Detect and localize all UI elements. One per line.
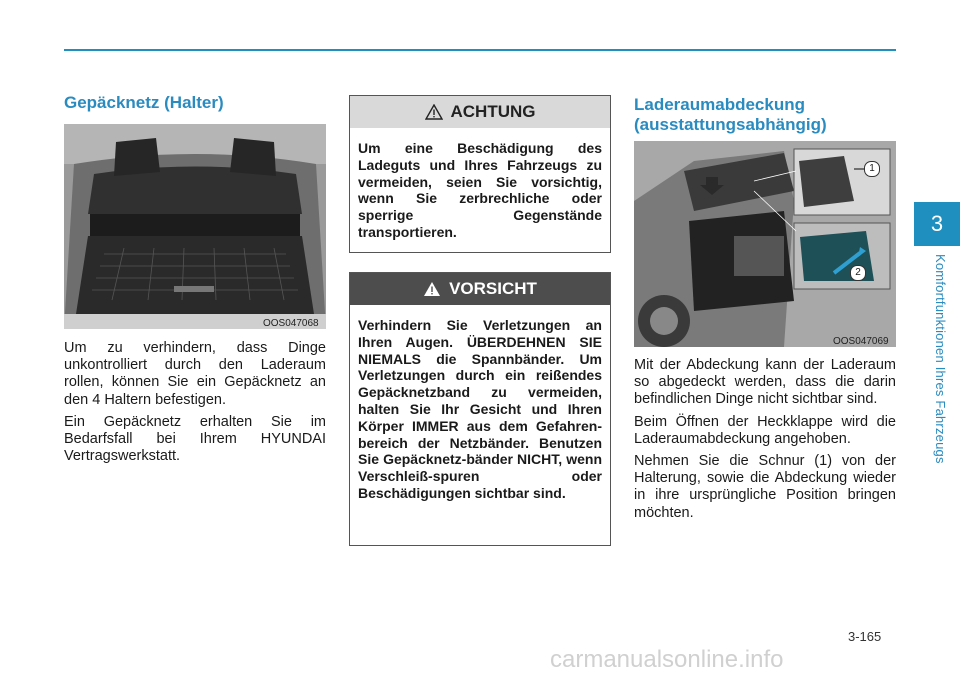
- callout-1: 1: [864, 161, 880, 177]
- chapter-title: Komfortfunktionen Ihres Fahrzeugs: [933, 254, 948, 464]
- cargo-area-illustration: [64, 124, 326, 329]
- paragraph: Mit der Abdeckung kann der Laderaum so abgedeckt werden, dass die darin befindlichen Dinge nicht sichtbar sind.: [634, 357, 896, 408]
- heading-line: Laderaumabdeckung: [634, 95, 805, 114]
- warning-triangle-filled-icon: [423, 281, 441, 297]
- warning-text: Verhindern Sie Verletzungen an Ihren Augen. ÜBERDEHNEN SIE NIEMALS die Spannbänder. Um Verletzungen durch ein reißendes Gepäcknetzband zu vermeiden, halten Sie Ihr Gesicht und Ihren Körper IMMER aus dem Gefahren-bereich der Netzbänder. Benutzen Sie Gepäcknetz-bänder NICHT, wenn Verschleiß-spuren oder Beschädigungen sichtbar sind.: [358, 317, 602, 501]
- luggage-net-text: [64, 340, 326, 470]
- callout-2: 2: [850, 265, 866, 281]
- caution-text: Um eine Beschädigung des Ladeguts und Ihres Fahrzeugs zu vermeiden, seien Sie vorsichtig, wenn Sie zerbrechliche oder sperrige Gegenstände transportieren.: [358, 140, 602, 240]
- figure-code: OOS047068: [263, 318, 319, 329]
- paragraph: Ein Gepäcknetz erhalten Sie im Bedarfsfall bei Ihrem HYUNDAI Vertragswerkstatt.: [64, 413, 326, 465]
- watermark: carmanualsonline.info: [550, 646, 784, 673]
- warning-title: VORSICHT: [449, 279, 537, 298]
- figure-code: OOS047069: [833, 336, 889, 347]
- section-heading-cargo-cover: [634, 95, 827, 135]
- header-rule: [64, 49, 896, 51]
- cargo-cover-figure: [634, 141, 896, 347]
- cargo-cover-text: [634, 357, 896, 527]
- paragraph: Um zu verhindern, dass Dinge unkontrolliert durch den Laderaum rollen, können Sie ein Gepäcknetz an den 4 Haltern befestigen.: [64, 340, 326, 408]
- caution-box: [349, 95, 611, 253]
- warning-triangle-outline-icon: [425, 104, 443, 120]
- paragraph: Nehmen Sie die Schnur (1) von der Halterung, sowie die Abdeckung wieder in ihre ursprüngliche Position bringen möchten.: [634, 453, 896, 521]
- caution-title: ACHTUNG: [450, 102, 536, 121]
- warning-box: [349, 272, 611, 546]
- page-number: 3-165: [848, 629, 882, 644]
- paragraph: Beim Öffnen der Heckklappe wird die Laderaumabdeckung angehoben.: [634, 413, 896, 447]
- tailgate-illustration: [634, 141, 896, 347]
- luggage-net-figure: [64, 124, 326, 329]
- section-heading-luggage-net: Gepäcknetz (Halter): [64, 93, 224, 112]
- heading-line: (ausstattungsabhängig): [634, 115, 827, 134]
- chapter-tab: 3: [914, 202, 960, 246]
- caution-header: [350, 96, 610, 128]
- warning-header: [350, 273, 610, 305]
